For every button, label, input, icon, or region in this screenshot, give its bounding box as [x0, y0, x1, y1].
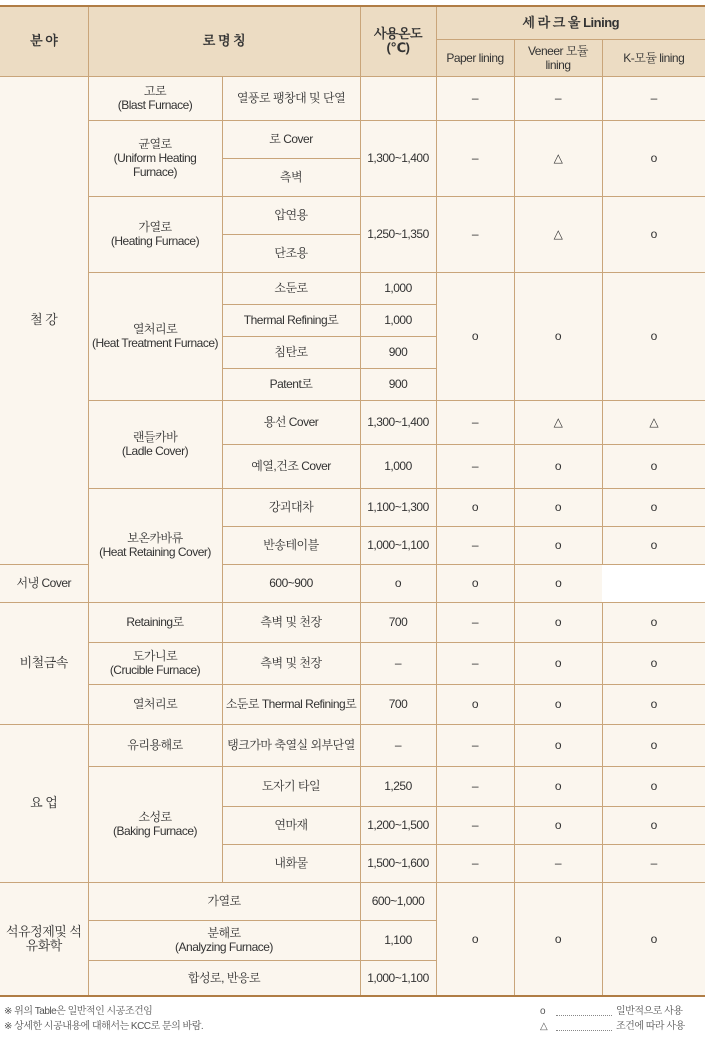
mark-cell: –	[436, 724, 514, 766]
group-nonferrous: 비철금속	[0, 602, 88, 724]
furnace-part: Thermal Refining로	[222, 304, 360, 336]
furnace-part: 예열,건조 Cover	[222, 444, 360, 488]
mark-cell: –	[602, 844, 705, 882]
legend-item	[540, 1019, 685, 1034]
header-ceramic: 세 라 크 울 Lining	[436, 6, 705, 39]
furnace-name: 열처리로	[88, 684, 222, 724]
furnace-part: 강괴대차	[222, 488, 360, 526]
header-veneer: Veneer 모듈 lining	[514, 39, 602, 76]
furnace-part: 로 Cover	[222, 120, 360, 158]
furnace-name: 소성로 (Baking Furnace)	[88, 766, 222, 882]
furnace-part: 내화물	[222, 844, 360, 882]
mark-cell: o	[360, 564, 436, 602]
furnace-part: 측벽 및 천장	[222, 642, 360, 684]
mark-cell: –	[436, 76, 514, 120]
furnace-part: 열풍로 팽창대 및 단열	[222, 76, 360, 120]
furnace-name: Retaining로	[88, 602, 222, 642]
mark-cell: o	[436, 488, 514, 526]
mark-cell: o	[602, 196, 705, 272]
circle-icon: o	[540, 1006, 546, 1017]
legend-item	[540, 1004, 685, 1019]
temp-cell: 1,000~1,100	[360, 526, 436, 564]
furnace-part: 서냉 Cover	[0, 564, 88, 602]
furnace-name: 합성로, 반응로	[88, 960, 360, 996]
mark-cell: –	[514, 844, 602, 882]
furnace-name: 유리용해로	[88, 724, 222, 766]
mark-cell: o	[602, 602, 705, 642]
triangle-icon: △	[540, 1021, 548, 1032]
legend-label: 일반적으로 사용	[616, 1006, 683, 1017]
furnace-name: 가열로 (Heating Furnace)	[88, 196, 222, 272]
mark-cell: o	[514, 526, 602, 564]
mark-cell: –	[436, 602, 514, 642]
temp-cell: 1,000~1,100	[360, 960, 436, 996]
application-table	[0, 5, 705, 997]
mark-cell: o	[602, 882, 705, 996]
mark-cell: o	[514, 806, 602, 844]
furnace-name: 균열로 (Uniform Heating Furnace)	[88, 120, 222, 196]
furnace-name: 랜들카바 (Ladle Cover)	[88, 400, 222, 488]
mark-cell: △	[514, 196, 602, 272]
mark-cell: o	[602, 526, 705, 564]
temp-cell: 900	[360, 336, 436, 368]
temp-cell: 1,250~1,350	[360, 196, 436, 272]
header-name: 로 명 칭	[88, 6, 360, 76]
mark-cell: △	[514, 400, 602, 444]
mark-cell: o	[514, 642, 602, 684]
temp-cell	[360, 76, 436, 120]
footnote: ※ 상세한 시공내용에 대해서는 KCC로 문의 바람.	[4, 1021, 204, 1032]
temp-cell: 1,100~1,300	[360, 488, 436, 526]
temp-cell: –	[360, 642, 436, 684]
mark-cell: o	[514, 724, 602, 766]
mark-cell: o	[514, 564, 602, 602]
furnace-part: 반송테이블	[222, 526, 360, 564]
footnote: ※ 위의 Table은 일반적인 시공조건임	[4, 1006, 153, 1017]
mark-cell: o	[514, 602, 602, 642]
temp-cell: 1,300~1,400	[360, 120, 436, 196]
mark-cell: –	[436, 120, 514, 196]
furnace-part: 압연용	[222, 196, 360, 234]
header-temp: 사용온도 (℃)	[360, 6, 436, 76]
mark-cell: –	[436, 400, 514, 444]
footnotes	[4, 1004, 203, 1034]
header-field: 분 야	[0, 6, 88, 76]
header-kmodule: K-모듈 lining	[602, 39, 705, 76]
temp-cell: 1,100	[360, 920, 436, 960]
mark-cell: o	[602, 766, 705, 806]
legend-label: 조건에 따라 사용	[616, 1021, 685, 1032]
mark-cell: o	[514, 272, 602, 400]
furnace-part: 도자기 타일	[222, 766, 360, 806]
mark-cell: o	[602, 806, 705, 844]
furnace-part: 연마재	[222, 806, 360, 844]
mark-cell: –	[436, 444, 514, 488]
header-paper: Paper lining	[436, 39, 514, 76]
mark-cell: o	[436, 684, 514, 724]
legend	[540, 1004, 685, 1034]
leader-dots	[556, 1023, 612, 1031]
mark-cell: –	[436, 196, 514, 272]
group-ceramics: 요 업	[0, 724, 88, 882]
mark-cell: o	[514, 684, 602, 724]
temp-cell: 700	[360, 684, 436, 724]
mark-cell: o	[514, 882, 602, 996]
furnace-part: 탱크가마 축열실 외부단열	[222, 724, 360, 766]
temp-cell: 1,000	[360, 272, 436, 304]
furnace-name: 고로 (Blast Furnace)	[88, 76, 222, 120]
mark-cell: o	[602, 120, 705, 196]
mark-cell: o	[602, 724, 705, 766]
furnace-part: Patent로	[222, 368, 360, 400]
furnace-part: 측벽	[222, 158, 360, 196]
mark-cell: △	[514, 120, 602, 196]
mark-cell: –	[436, 642, 514, 684]
temp-cell: 1,250	[360, 766, 436, 806]
mark-cell: –	[602, 76, 705, 120]
temp-cell: 1,000	[360, 304, 436, 336]
furnace-name: 가열로	[88, 882, 360, 920]
furnace-name: 도가니로 (Crucible Furnace)	[88, 642, 222, 684]
mark-cell: –	[436, 766, 514, 806]
mark-cell: o	[602, 272, 705, 400]
mark-cell: o	[436, 564, 514, 602]
furnace-part: 단조용	[222, 234, 360, 272]
mark-cell: o	[602, 488, 705, 526]
furnace-part: 소둔로 Thermal Refining로	[222, 684, 360, 724]
temp-cell: 900	[360, 368, 436, 400]
furnace-part: 소둔로	[222, 272, 360, 304]
furnace-name: 열처리로 (Heat Treatment Furnace)	[88, 272, 222, 400]
leader-dots	[556, 1008, 612, 1016]
mark-cell: –	[436, 844, 514, 882]
group-petrochem: 석유정제및 석유화학	[0, 882, 88, 996]
furnace-name: 보온카바류 (Heat Retaining Cover)	[88, 488, 222, 602]
temp-cell: 600~900	[222, 564, 360, 602]
furnace-name: 분해로 (Analyzing Furnace)	[88, 920, 360, 960]
temp-cell: 1,300~1,400	[360, 400, 436, 444]
temp-cell: 700	[360, 602, 436, 642]
mark-cell: △	[602, 400, 705, 444]
mark-cell: o	[602, 684, 705, 724]
mark-cell: o	[514, 444, 602, 488]
temp-cell: 1,000	[360, 444, 436, 488]
temp-cell: 1,200~1,500	[360, 806, 436, 844]
mark-cell: –	[436, 806, 514, 844]
temp-cell: –	[360, 724, 436, 766]
mark-cell: o	[602, 444, 705, 488]
mark-cell: o	[436, 272, 514, 400]
group-steel: 철 강	[0, 76, 88, 564]
mark-cell: o	[514, 766, 602, 806]
mark-cell: o	[436, 882, 514, 996]
furnace-part: 침탄로	[222, 336, 360, 368]
furnace-part: 용선 Cover	[222, 400, 360, 444]
temp-cell: 600~1,000	[360, 882, 436, 920]
mark-cell: o	[602, 642, 705, 684]
mark-cell: o	[514, 488, 602, 526]
temp-cell: 1,500~1,600	[360, 844, 436, 882]
mark-cell: –	[514, 76, 602, 120]
mark-cell: –	[436, 526, 514, 564]
furnace-part: 측벽 및 천장	[222, 602, 360, 642]
